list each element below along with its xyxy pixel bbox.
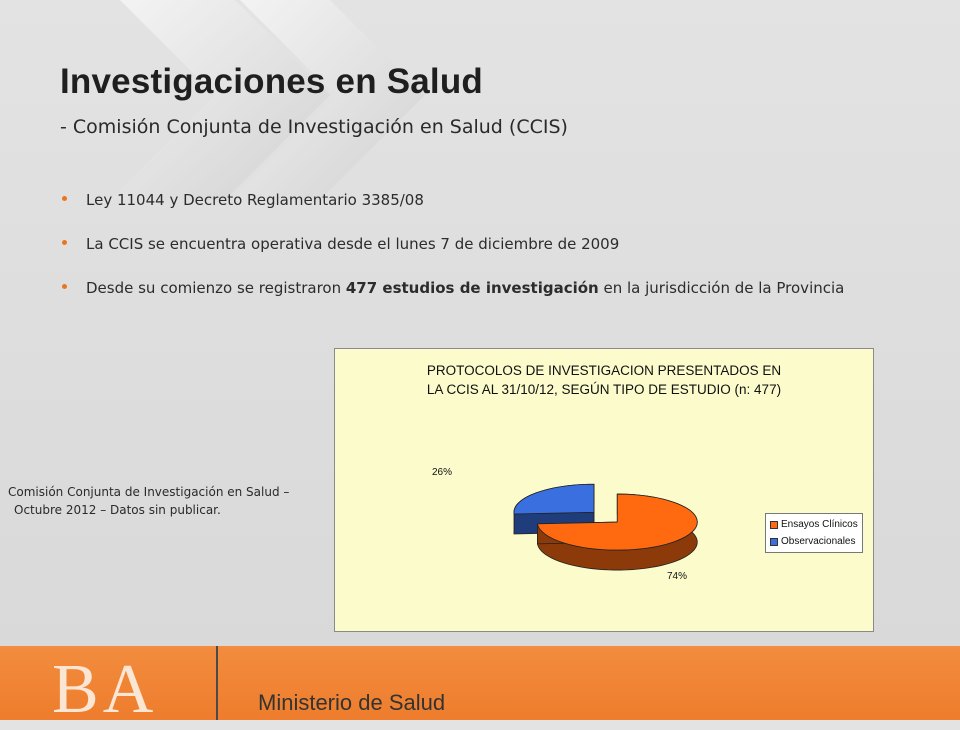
bullet-text-suffix: en la jurisdicción de la Provincia	[598, 279, 845, 297]
legend-swatch-ensayos	[770, 521, 778, 529]
bullet-text-prefix: Desde su comienzo se registraron	[86, 279, 346, 297]
footer-bar	[0, 646, 960, 728]
pie-plot	[335, 349, 873, 631]
bullet-text: Ley 11044 y Decreto Reglamentario 3385/08	[86, 191, 424, 209]
page-title: Investigaciones en Salud	[60, 62, 483, 101]
pie-chart	[334, 348, 874, 632]
source-line-1: Comisión Conjunta de Investigación en Salud –	[8, 485, 290, 499]
bullet-list	[62, 184, 882, 316]
bullet-item	[62, 272, 882, 304]
bullet-item	[62, 184, 882, 216]
chart-title-line-2: LA CCIS AL 31/10/12, SEGÚN TIPO DE ESTUDIO (n: 477)	[426, 382, 782, 397]
bullet-icon	[62, 284, 67, 289]
legend-item-observacionales	[770, 533, 858, 550]
legend-label-ensayos: Ensayos Clínicos	[781, 519, 858, 530]
chart-title-line-1: PROTOCOLOS DE INVESTIGACION PRESENTADOS EN	[426, 363, 782, 378]
pie-slice-top	[514, 484, 594, 514]
chart-legend	[765, 513, 863, 553]
bullet-icon	[62, 196, 67, 201]
bullet-text-bold: 477 estudios de investigación	[345, 279, 599, 297]
footer-divider	[216, 646, 218, 720]
legend-item-ensayos	[770, 516, 858, 533]
legend-swatch-observacionales	[770, 538, 778, 546]
page-subtitle: - Comisión Conjunta de Investigación en Salud (CCIS)	[60, 116, 568, 138]
source-note	[8, 483, 328, 519]
source-line-2: Octubre 2012 – Datos sin publicar.	[14, 503, 221, 517]
data-label-observacionales: 26%	[432, 467, 453, 478]
legend-label-observacionales: Observacionales	[781, 536, 856, 547]
ba-logo: BA	[52, 651, 158, 728]
bullet-text: La CCIS se encuentra operativa desde el lunes 7 de diciembre de 2009	[86, 235, 620, 253]
bullet-item	[62, 228, 882, 260]
data-label-ensayos: 74%	[667, 571, 688, 582]
ministry-name: Ministerio de Salud	[258, 690, 446, 715]
bullet-icon	[62, 240, 67, 245]
